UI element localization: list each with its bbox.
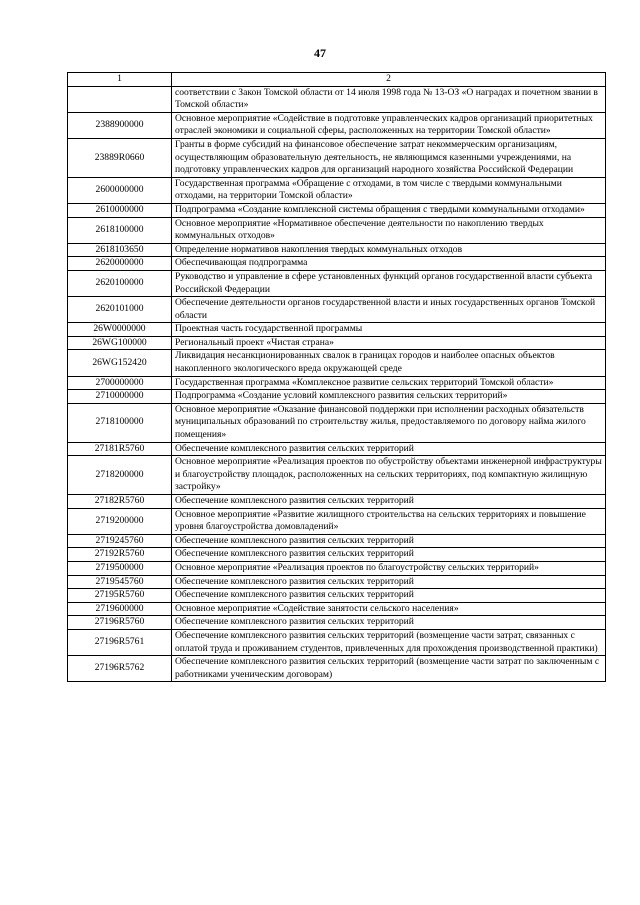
- table-row: [68, 323, 606, 337]
- row-description: Подпрограмма «Создание условий комплексного развития сельских территорий»: [172, 390, 606, 404]
- row-description: Обеспечение комплексного развития сельских территорий: [172, 442, 606, 456]
- table-row: [68, 336, 606, 350]
- row-code: 2719500000: [68, 561, 172, 575]
- row-description: Руководство и управление в сфере установленных функций органов государственной власти субъекта Российской Федерации: [172, 270, 606, 296]
- row-code: 27192R5760: [68, 548, 172, 562]
- table-row: [68, 442, 606, 456]
- row-code: 2388900000: [68, 112, 172, 138]
- row-description: Обеспечение комплексного развития сельских территорий: [172, 616, 606, 630]
- column-header-1: 1: [68, 73, 172, 87]
- row-description: Обеспечение комплексного развития сельских территорий (возмещение части затрат по заключенным с работниками ученическим договорам): [172, 656, 606, 682]
- table-row: [68, 561, 606, 575]
- table-row: [68, 217, 606, 243]
- row-code: 27195R5760: [68, 589, 172, 603]
- row-code: 27196R5760: [68, 616, 172, 630]
- row-code: 2620000000: [68, 257, 172, 271]
- row-description: Основное мероприятие «Развитие жилищного строительства на сельских территориях и повышение уровня благоустройства домовладений»: [172, 508, 606, 534]
- row-code: 27182R5760: [68, 495, 172, 509]
- row-code: 2718100000: [68, 403, 172, 442]
- row-description: Проектная часть государственной программы: [172, 323, 606, 337]
- table-row: [68, 616, 606, 630]
- row-description: Обеспечение деятельности органов государственной власти и иных государственных органов Томской области: [172, 297, 606, 323]
- table-row: [68, 243, 606, 257]
- row-description: Основное мероприятие «Содействие занятости сельского населения»: [172, 602, 606, 616]
- table-row: [68, 376, 606, 390]
- table-row: [68, 138, 606, 177]
- row-description: Обеспечивающая подпрограмма: [172, 257, 606, 271]
- row-code: 27181R5760: [68, 442, 172, 456]
- row-description: Основное мероприятие «Нормативное обеспечение деятельности по накоплению твердых коммунальных отходов»: [172, 217, 606, 243]
- row-code: 27196R5761: [68, 629, 172, 655]
- row-description: Основное мероприятие «Оказание финансовой поддержки при исполнении расходных обязательств муниципальных образований по строительству жилья, предоставляемого по договору найма жилого помещения»: [172, 403, 606, 442]
- table-row: [68, 575, 606, 589]
- table-row: [68, 534, 606, 548]
- table-row: [68, 589, 606, 603]
- row-code: 26WG152420: [68, 350, 172, 376]
- table-row: [68, 456, 606, 495]
- table-row: [68, 403, 606, 442]
- row-code: 26W0000000: [68, 323, 172, 337]
- table-row: [68, 656, 606, 682]
- row-description: Гранты в форме субсидий на финансовое обеспечение затрат некоммерческим организациям, осуществляющим образовательную деятельность, не являющимся казенными учреждениями, на подготовку управленческих кадров для организаций народного хозяйства Российской Федерации: [172, 138, 606, 177]
- row-description: Подпрограмма «Создание комплексной системы обращения с твердыми коммунальными отходами»: [172, 203, 606, 217]
- row-description: Обеспечение комплексного развития сельских территорий (возмещение части затрат, связанных с оплатой труда и проживанием студентов, привлеченных для прохождения производственной практики): [172, 629, 606, 655]
- row-code: 2719200000: [68, 508, 172, 534]
- row-description: Обеспечение комплексного развития сельских территорий: [172, 589, 606, 603]
- row-code: 2718200000: [68, 456, 172, 495]
- table-row: [68, 390, 606, 404]
- table-row: [68, 297, 606, 323]
- row-code: 27196R5762: [68, 656, 172, 682]
- column-header-2: 2: [172, 73, 606, 87]
- page-number: 47: [314, 46, 326, 60]
- table-row: [68, 257, 606, 271]
- table-row: [68, 508, 606, 534]
- row-description: Обеспечение комплексного развития сельских территорий: [172, 534, 606, 548]
- row-description: Основное мероприятие «Реализация проектов по обустройству объектами инженерной инфраструктуры и благоустройству площадок, расположенных на сельских территориях, под компактную жилищную застройку»: [172, 456, 606, 495]
- row-code: 2700000000: [68, 376, 172, 390]
- table-row: [68, 350, 606, 376]
- row-description: Региональный проект «Чистая страна»: [172, 336, 606, 350]
- table-row: [68, 548, 606, 562]
- row-code: 26WG100000: [68, 336, 172, 350]
- row-description: Основное мероприятие «Содействие в подготовке управленческих кадров организаций приоритетных отраслей экономики и социальной сферы, расположенных на территории Томской области»: [172, 112, 606, 138]
- table-header-row: [68, 73, 606, 87]
- row-code: 2618103650: [68, 243, 172, 257]
- table-row: [68, 177, 606, 203]
- row-code: 2719600000: [68, 602, 172, 616]
- row-code: 2710000000: [68, 390, 172, 404]
- row-code: 2719245760: [68, 534, 172, 548]
- row-description: Обеспечение комплексного развития сельских территорий: [172, 575, 606, 589]
- table-row: [68, 629, 606, 655]
- row-description: Ликвидация несанкционированных свалок в границах городов и наиболее опасных объектов накопленного экологического вреда окружающей среде: [172, 350, 606, 376]
- table-row: [68, 112, 606, 138]
- row-code: 2620100000: [68, 270, 172, 296]
- table-row: [68, 270, 606, 296]
- row-code: 2620101000: [68, 297, 172, 323]
- table-row: [68, 86, 606, 112]
- row-description: Определение нормативов накопления твердых коммунальных отходов: [172, 243, 606, 257]
- table-row: [68, 203, 606, 217]
- row-code: 2600000000: [68, 177, 172, 203]
- table-row: [68, 495, 606, 509]
- row-description: соответствии с Закон Томской области от 14 июля 1998 года № 13-ОЗ «О наградах и почетном звании в Томской области»: [172, 86, 606, 112]
- row-description: Основное мероприятие «Реализация проектов по благоустройству сельских территорий»: [172, 561, 606, 575]
- budget-classification-table: [67, 72, 606, 682]
- row-description: Государственная программа «Обращение с отходами, в том числе с твердыми коммунальными отходами, на территории Томской области»: [172, 177, 606, 203]
- row-code: [68, 86, 172, 112]
- row-code: 2610000000: [68, 203, 172, 217]
- row-description: Обеспечение комплексного развития сельских территорий: [172, 495, 606, 509]
- row-description: Обеспечение комплексного развития сельских территорий: [172, 548, 606, 562]
- row-code: 2719545760: [68, 575, 172, 589]
- row-code: 23889R0660: [68, 138, 172, 177]
- table-row: [68, 602, 606, 616]
- row-description: Государственная программа «Комплексное развитие сельских территорий Томской области»: [172, 376, 606, 390]
- row-code: 2618100000: [68, 217, 172, 243]
